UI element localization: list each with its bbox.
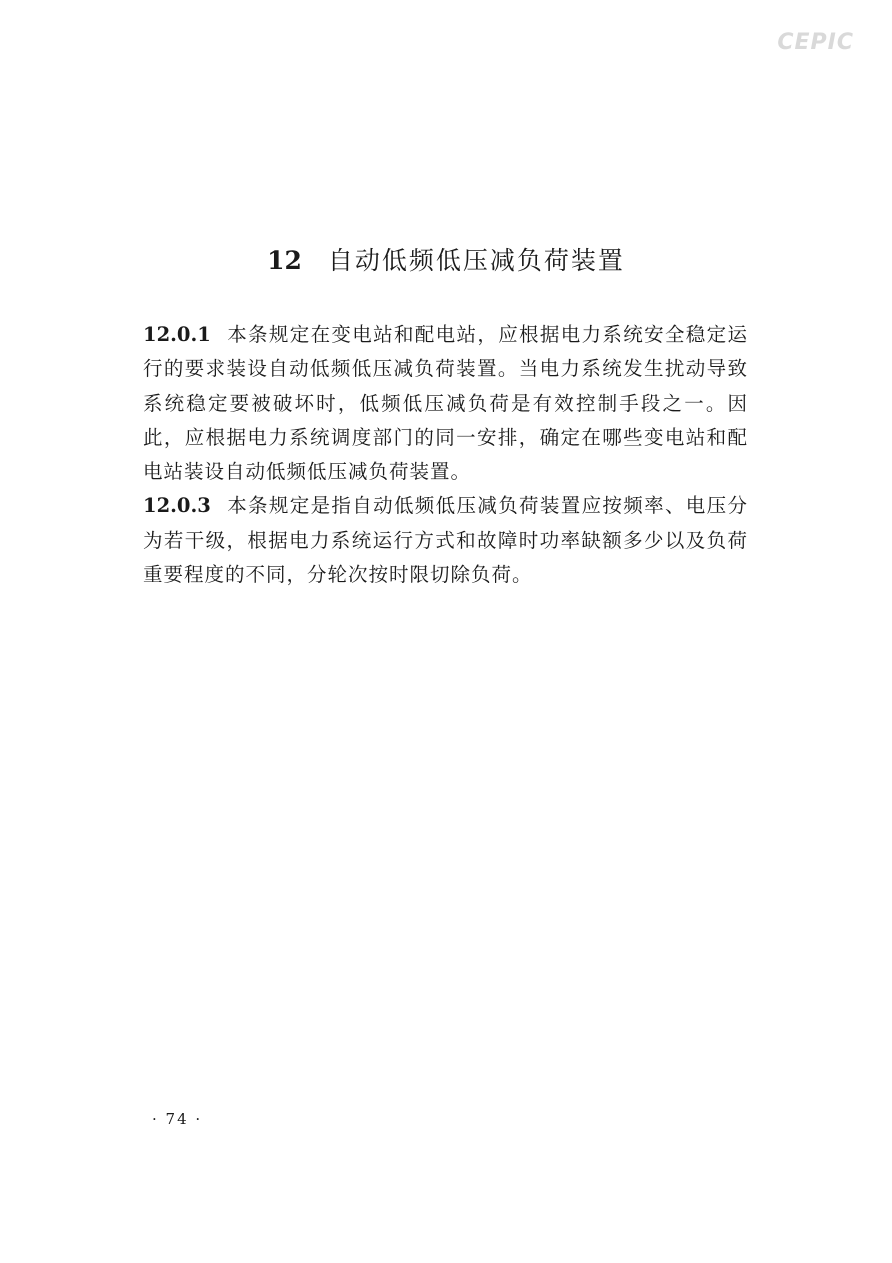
clause-number: 12.0.3: [143, 494, 211, 518]
clause-text: 本条规定在变电站和配电站，应根据电力系统安全稳定运行的要求装设自动低频低压减负荷装置。当电力系统发生扰动导致系统稳定要被破坏时，低频低压减负荷是有效控制手段之一。因此，应根据电力系统调度部门的同一安排，确定在哪些变电站和配电站装设自动低频低压减负荷装置。: [143, 323, 748, 484]
cepic-logo: CEPIC: [777, 30, 854, 55]
clause-number: 12.0.1: [143, 323, 211, 346]
clause-12-0-1: [143, 318, 748, 489]
page-number: · 74 ·: [152, 1110, 203, 1128]
chapter-title-text: 自动低频低压减负荷装置: [327, 245, 625, 275]
chapter-number: 12: [267, 245, 302, 275]
clause-12-0-3: [143, 489, 748, 592]
clause-text: 本条规定是指自动低频低压减负荷装置应按频率、电压分为若干级，根据电力系统运行方式和故障时功率缺额多少以及负荷重要程度的不同，分轮次按时限切除负荷。: [143, 494, 748, 587]
chapter-title: [0, 241, 892, 277]
clause-body: [143, 318, 748, 592]
